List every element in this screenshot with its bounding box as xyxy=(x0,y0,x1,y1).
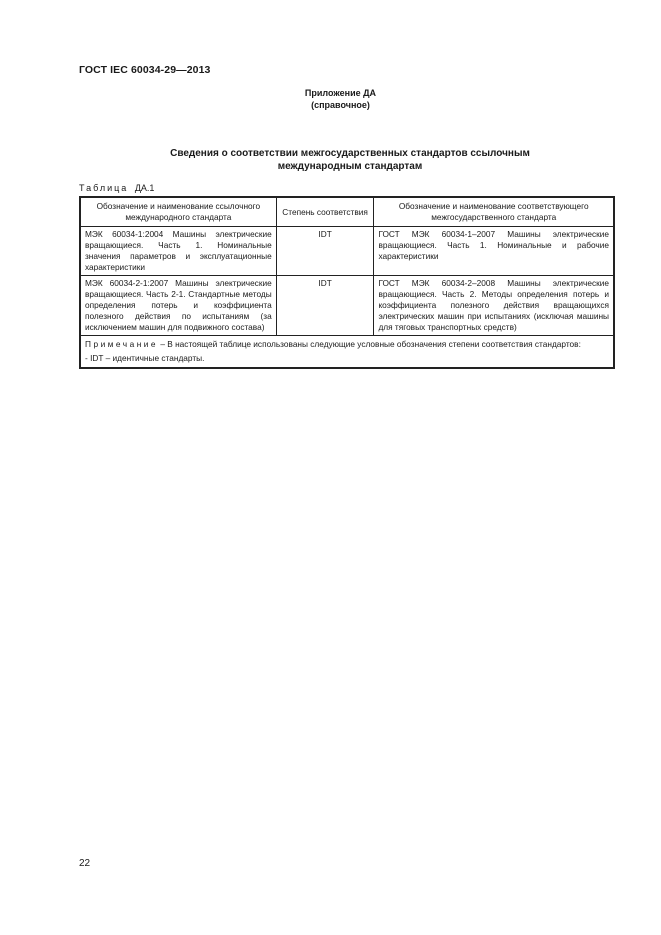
table-note-row xyxy=(80,336,614,369)
appendix-title: Приложение ДА xyxy=(304,88,377,98)
document-title-line1: Сведения о соответствии межгосударственных стандартов ссылочным xyxy=(170,148,530,159)
header-international: Обозначение и наименование ссылочного международного стандарта xyxy=(80,197,276,227)
cell-international: МЭК 60034-1:2004 Машины электрические вращающиеся. Часть 1. Номинальные значения параметров и эксплуатационные характеристики xyxy=(80,227,276,276)
cell-international: МЭК 60034-2-1:2007 Машины электрические вращающиеся. Часть 2-1. Стандартные методы определения потерь и коэффициента полезного действия по испытаниям (за исключением машин для подвижного состава) xyxy=(80,276,276,336)
document-title xyxy=(90,147,610,173)
cell-degree: IDT xyxy=(276,276,374,336)
cell-degree: IDT xyxy=(276,227,374,276)
note-text: – В настоящей таблице использованы следующие условные обозначения степени соответствия стандартов: xyxy=(160,339,581,349)
standard-code: ГОСТ IEC 60034-29—2013 xyxy=(79,64,211,76)
page-number: 22 xyxy=(79,858,91,869)
table-header-row xyxy=(80,197,614,227)
table-caption-number: ДА.1 xyxy=(134,183,155,193)
document-title-line2: международным стандартам xyxy=(277,161,423,172)
note-lead: Примечание xyxy=(85,339,159,349)
cell-interstate: ГОСТ МЭК 60034-1–2007 Машины электрические вращающиеся. Часть 1. Номинальные и рабочие характеристики xyxy=(374,227,614,276)
header-degree: Степень соответствия xyxy=(276,197,374,227)
table-row xyxy=(80,276,614,336)
table-note xyxy=(80,336,614,369)
standards-table xyxy=(79,196,615,369)
note-item: - IDT – идентичные стандарты. xyxy=(85,353,205,363)
table-row xyxy=(80,227,614,276)
cell-interstate: ГОСТ МЭК 60034-2–2008 Машины электрические вращающиеся. Часть 2. Методы определения потерь и коэффициента полезного действия вращающихся электрических машин при испытаниях (исключая машины для тяговых транспортных средств) xyxy=(374,276,614,336)
table-caption-label: Таблица xyxy=(79,183,129,193)
header-interstate: Обозначение и наименование соответствующего межгосударственного стандарта xyxy=(374,197,614,227)
table-caption xyxy=(79,183,154,193)
appendix-subtitle: (справочное) xyxy=(311,100,370,110)
